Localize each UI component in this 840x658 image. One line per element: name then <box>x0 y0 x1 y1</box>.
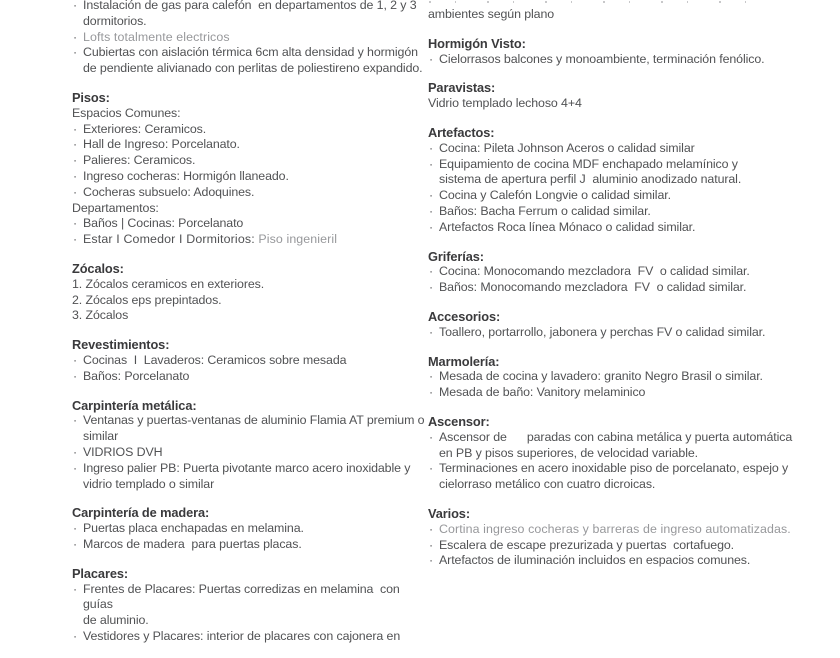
list-item <box>72 137 428 153</box>
text-line: Baños | Cocinas: Porcelanato <box>83 216 244 231</box>
text-line: sistema de apertura perfil J aluminio anodizado natural. <box>439 172 742 187</box>
text-line: Exteriores: Ceramicos. <box>83 121 207 136</box>
text-line: Frentes de Placares: Puertas corredizas en melamina con guías <box>83 581 400 612</box>
list-item <box>72 413 428 445</box>
text-line: Hall de Ingreso: Porcelanato. <box>83 137 240 152</box>
spec-section <box>428 125 820 236</box>
bullet-glyph: · <box>73 444 78 459</box>
spec-section <box>428 309 820 341</box>
text-line: Cubiertas con aislación térmica 6cm alta densidad y hormigón <box>83 45 418 60</box>
text-line: Terminaciones en acero inoxidable piso de porcelanato, espejo y <box>439 461 789 476</box>
section-heading: Carpintería de madera: <box>72 505 210 521</box>
list-item <box>72 216 428 232</box>
list-item <box>428 264 820 280</box>
text-line: Baños: Porcelanato <box>83 368 190 383</box>
list-item <box>72 369 428 385</box>
list-item <box>72 293 428 309</box>
section-heading: Pisos: <box>72 89 110 105</box>
spec-section <box>428 354 820 401</box>
bullet-glyph: · <box>73 232 78 247</box>
list-item <box>72 582 428 629</box>
section-heading: Carpintería metálica: <box>72 397 197 413</box>
text-line: Baños: Bacha Ferrum o calidad similar. <box>439 203 651 218</box>
text-line: Marcos de madera para puertas placas. <box>83 536 302 551</box>
text-line: Departamentos: <box>72 200 159 215</box>
list-item <box>428 280 820 296</box>
bullet-glyph: · <box>73 521 78 536</box>
text-line: en PB y pisos superiores, de velocidad variable. <box>439 445 698 460</box>
section-heading: Placares: <box>72 565 129 581</box>
right-column <box>428 0 820 582</box>
bullet-glyph: · <box>429 324 434 339</box>
bullet-glyph: · <box>73 536 78 551</box>
bullet-glyph: · <box>429 156 434 171</box>
list-item <box>72 106 428 122</box>
list-item <box>72 185 428 201</box>
list-item <box>428 220 820 236</box>
list-item <box>72 277 428 293</box>
section-heading: Griferías: <box>428 248 484 264</box>
text-line: Espacios Comunes: <box>72 105 181 120</box>
list-item <box>72 537 428 553</box>
text-line: Cocina: Monocomando mezcladora FV o calidad similar. <box>439 264 750 279</box>
list-item <box>72 232 428 248</box>
text-line: Cocina: Pileta Johnson Aceros o calidad similar <box>439 140 695 155</box>
text-line: Baños: Monocomando mezcladora FV o calidad similar. <box>439 280 747 295</box>
text-line: VIDRIOS DVH <box>83 444 163 459</box>
spec-section <box>428 80 820 112</box>
bullet-glyph: · <box>73 45 78 60</box>
text-line: Escalera de escape prezurizada y puertas cortafuego. <box>439 537 735 552</box>
section-heading: Marmolería: <box>428 353 500 369</box>
bullet-glyph: · <box>429 280 434 295</box>
list-item <box>72 353 428 369</box>
bullet-glyph: · <box>429 264 434 279</box>
text-line: de aluminio. <box>83 613 149 628</box>
text-line: Ventanas y puertas-ventanas de aluminio Flamia AT premium o <box>83 413 425 428</box>
bullet-glyph: · <box>73 413 78 428</box>
list-item <box>72 30 428 46</box>
bullet-glyph: · <box>73 216 78 231</box>
list-item <box>428 369 820 385</box>
section-heading: Revestimientos: <box>72 337 170 353</box>
spec-section <box>72 261 428 324</box>
text-line: Cocina y Calefón Longvie o calidad similar. <box>439 188 671 203</box>
list-item <box>72 0 428 30</box>
section-heading: Paravistas: <box>428 80 496 96</box>
text-line: Cocinas I Lavaderos: Ceramicos sobre mesada <box>83 352 347 367</box>
list-item <box>72 629 428 645</box>
text-line: Cielorrasos balcones y monoambiente, terminación fenólico. <box>439 51 765 66</box>
list-item <box>428 522 820 538</box>
bullet-glyph: · <box>73 352 78 367</box>
text-line: Cocheras subsuelo: Adoquines. <box>83 184 255 199</box>
spec-section <box>428 249 820 296</box>
list-item <box>72 308 428 324</box>
list-item <box>428 188 820 204</box>
list-item <box>72 169 428 185</box>
text-line: dormitorios. <box>83 13 147 28</box>
text-line: Artefactos de iluminación incluidos en espacios comunes. <box>439 553 751 568</box>
left-column <box>72 0 428 658</box>
text-line: ambientes según plano <box>428 7 555 21</box>
list-item <box>428 52 820 68</box>
text-line: Instalación de gas para calefón en departamentos de 1, 2 y 3 <box>83 0 417 12</box>
spec-section <box>428 36 820 68</box>
list-item <box>428 204 820 220</box>
text-line: vidrio templado o similar <box>83 476 215 491</box>
text-part: Piso ingenieril <box>258 232 338 247</box>
list-item <box>428 385 820 401</box>
text-line: Mesada de baño: Vanitory melaminico <box>439 385 646 400</box>
list-item <box>428 157 820 189</box>
text-line: Equipamiento de cocina MDF enchapado melamínico y <box>439 156 738 171</box>
bullet-glyph: · <box>73 628 78 643</box>
list-item <box>72 461 428 493</box>
bullet-glyph: · <box>73 168 78 183</box>
section-heading: Varios: <box>428 505 470 521</box>
bullet-glyph: · <box>73 581 78 596</box>
list-item <box>72 521 428 537</box>
list-item <box>428 141 820 157</box>
bullet-glyph: · <box>73 29 78 44</box>
bullet-glyph: · <box>73 368 78 383</box>
text-line: Ingreso cocheras: Hormigón llaneado. <box>83 168 289 183</box>
text-line: Puertas placa enchapadas en melamina. <box>83 521 304 536</box>
spec-section <box>72 337 428 384</box>
section-heading: Ascensor: <box>428 413 490 429</box>
text-line: de pendiente alivianado con perlitas de poliestireno expandido. <box>83 61 423 76</box>
list-item <box>428 7 820 23</box>
bullet-glyph: · <box>73 0 78 12</box>
text-line: Lofts totalmente electricos <box>83 29 230 44</box>
spec-section <box>72 398 428 493</box>
list-item <box>72 201 428 217</box>
text-line: Ingreso palier PB: Puerta pivotante marco acero inoxidable y <box>83 460 411 475</box>
text-line <box>83 232 428 248</box>
bullet-glyph: · <box>429 461 434 476</box>
spec-section <box>72 0 428 77</box>
bullet-glyph: · <box>429 203 434 218</box>
bullet-glyph: · <box>429 521 434 536</box>
spec-section <box>72 505 428 552</box>
bullet-glyph: · <box>429 537 434 552</box>
bullet-glyph: · <box>429 51 434 66</box>
section-heading: Artefactos: <box>428 124 495 140</box>
section-heading: Hormigón Visto: <box>428 35 526 51</box>
text-line: Vestidores y Placares: interior de placares con cajonera en <box>83 628 401 643</box>
section-heading: Zócalos: <box>72 260 124 276</box>
bullet-glyph: · <box>429 219 434 234</box>
text-line: cielorraso metálico con cuatro dicroicas. <box>439 477 656 492</box>
text-line: Mesada de cocina y lavadero: granito Negro Brasil o similar. <box>439 369 763 384</box>
bullet-glyph: · <box>429 385 434 400</box>
text-line: Ascensor de paradas con cabina metálica y puerta automática <box>439 429 793 444</box>
text-part: Estar I Comedor I Dormitorios: <box>83 232 259 247</box>
bullet-glyph: · <box>73 121 78 136</box>
bullet-glyph: · <box>73 184 78 199</box>
spec-section <box>428 0 820 23</box>
text-line: Vidrio templado lechoso 4+4 <box>428 96 582 111</box>
list-item <box>428 430 820 462</box>
text-line: Palieres: Ceramicos. <box>83 153 196 168</box>
text-line: 3. Zócalos <box>72 308 129 323</box>
list-item <box>428 553 820 569</box>
list-item <box>72 153 428 169</box>
text-line: similar <box>83 429 119 444</box>
list-item <box>428 96 820 112</box>
bullet-glyph: · <box>429 188 434 203</box>
clipped-text-remnant <box>429 0 769 3</box>
text-line: 1. Zócalos ceramicos en exteriores. <box>72 276 265 291</box>
list-item <box>428 538 820 554</box>
spec-section <box>72 90 428 248</box>
bullet-glyph: · <box>429 553 434 568</box>
list-item <box>428 325 820 341</box>
list-item <box>72 445 428 461</box>
list-item <box>428 461 820 493</box>
spec-section <box>72 566 428 645</box>
bullet-glyph: · <box>429 429 434 444</box>
bullet-glyph: · <box>73 153 78 168</box>
text-line: Artefactos Roca línea Mónaco o calidad similar. <box>439 219 696 234</box>
bullet-glyph: · <box>429 369 434 384</box>
bullet-glyph: · <box>73 137 78 152</box>
section-heading: Accesorios: <box>428 308 501 324</box>
bullet-glyph: · <box>73 460 78 475</box>
bullet-glyph: · <box>429 140 434 155</box>
text-line: Toallero, portarrollo, jabonera y perchas FV o calidad similar. <box>439 324 766 339</box>
spec-section <box>428 414 820 493</box>
text-line: 2. Zócalos eps prepintados. <box>72 292 222 307</box>
list-item <box>72 45 428 77</box>
list-item <box>72 122 428 138</box>
text-line: Cortina ingreso cocheras y barreras de ingreso automatizadas. <box>439 521 791 536</box>
spec-section <box>428 506 820 569</box>
